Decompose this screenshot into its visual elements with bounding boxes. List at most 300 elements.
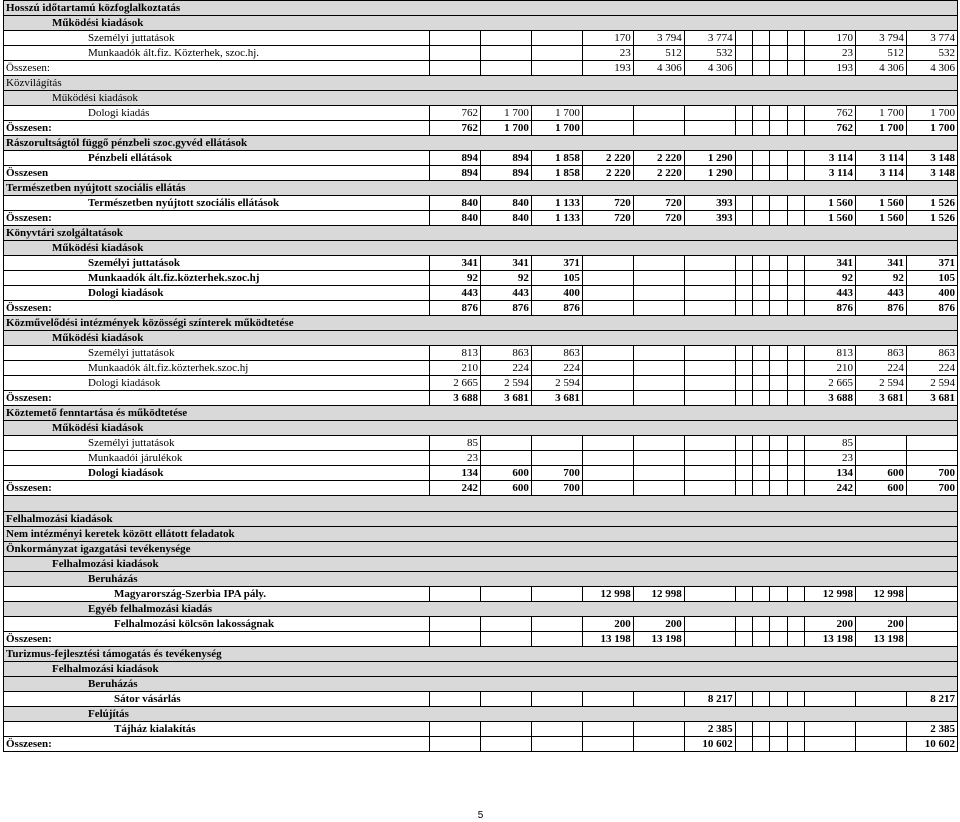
value-cell [855, 692, 906, 707]
value-cell: 532 [684, 46, 735, 61]
table-row [4, 557, 958, 572]
value-cell [753, 31, 770, 46]
value-cell: 12 998 [805, 587, 856, 602]
value-cell: 1 700 [531, 106, 582, 121]
row-label: Egyéb felhalmozási kiadás [4, 602, 958, 617]
value-cell: 720 [582, 196, 633, 211]
value-cell [531, 617, 582, 632]
value-cell [735, 166, 752, 181]
value-cell [735, 451, 752, 466]
row-label: Személyi juttatások [4, 31, 430, 46]
value-cell [633, 391, 684, 406]
value-cell [430, 692, 481, 707]
value-cell: 13 198 [633, 632, 684, 647]
value-cell [753, 166, 770, 181]
value-cell [753, 256, 770, 271]
value-cell [906, 436, 957, 451]
value-cell: 600 [855, 481, 906, 496]
value-cell [480, 617, 531, 632]
value-cell: 762 [430, 121, 481, 136]
value-cell [735, 31, 752, 46]
row-label: Felhalmozási kiadások [4, 662, 958, 677]
row-label: Beruházás [4, 572, 958, 587]
value-cell: 443 [430, 286, 481, 301]
value-cell: 762 [805, 106, 856, 121]
value-cell [684, 301, 735, 316]
value-cell: 600 [855, 466, 906, 481]
value-cell: 1 700 [906, 121, 957, 136]
value-cell [531, 46, 582, 61]
value-cell [430, 737, 481, 752]
value-cell [582, 466, 633, 481]
value-cell [787, 46, 804, 61]
value-cell [735, 737, 752, 752]
value-cell [684, 271, 735, 286]
value-cell [633, 376, 684, 391]
value-cell: 341 [480, 256, 531, 271]
value-cell: 400 [531, 286, 582, 301]
section-title-row [4, 647, 958, 662]
total-row [4, 121, 958, 136]
value-cell [480, 737, 531, 752]
value-cell [753, 151, 770, 166]
value-cell [753, 481, 770, 496]
value-cell [582, 391, 633, 406]
value-cell [633, 121, 684, 136]
total-row [4, 61, 958, 76]
value-cell: 224 [906, 361, 957, 376]
value-cell [582, 376, 633, 391]
value-cell: 876 [805, 301, 856, 316]
value-cell: 23 [430, 451, 481, 466]
value-cell [753, 286, 770, 301]
row-label: Felújítás [4, 707, 958, 722]
value-cell [753, 46, 770, 61]
table-row [4, 31, 958, 46]
value-cell: 3 114 [855, 166, 906, 181]
table-row [4, 617, 958, 632]
value-cell: 8 217 [906, 692, 957, 707]
value-cell: 894 [430, 166, 481, 181]
value-cell [735, 61, 752, 76]
value-cell [753, 722, 770, 737]
row-label: Turizmus-fejlesztési támogatás és tevékenység [4, 647, 958, 662]
section-title-row [4, 226, 958, 241]
value-cell [531, 61, 582, 76]
value-cell [480, 61, 531, 76]
value-cell [735, 692, 752, 707]
value-cell [531, 436, 582, 451]
value-cell: 3 681 [531, 391, 582, 406]
value-cell: 3 681 [906, 391, 957, 406]
value-cell [735, 301, 752, 316]
row-label: Rászorultságtól függő pénzbeli szoc.gyvéd ellátások [4, 136, 958, 151]
value-cell [684, 391, 735, 406]
value-cell [770, 692, 787, 707]
value-cell: 8 217 [684, 692, 735, 707]
row-label: Összesen: [4, 301, 430, 316]
value-cell [735, 466, 752, 481]
value-cell [684, 121, 735, 136]
row-label: Természetben nyújtott szociális ellátások [4, 196, 430, 211]
value-cell [787, 466, 804, 481]
value-cell [684, 346, 735, 361]
value-cell: 242 [430, 481, 481, 496]
section-title-row [4, 136, 958, 151]
value-cell: 2 594 [855, 376, 906, 391]
value-cell [770, 46, 787, 61]
value-cell: 3 794 [855, 31, 906, 46]
value-cell: 1 560 [805, 196, 856, 211]
value-cell [582, 301, 633, 316]
value-cell [735, 391, 752, 406]
value-cell [430, 722, 481, 737]
value-cell [684, 436, 735, 451]
value-cell [787, 361, 804, 376]
value-cell: 894 [430, 151, 481, 166]
value-cell [684, 361, 735, 376]
value-cell [753, 451, 770, 466]
table-row [4, 587, 958, 602]
value-cell [770, 391, 787, 406]
row-label: Köztemető fenntartása és működtetése [4, 406, 958, 421]
value-cell: 371 [531, 256, 582, 271]
value-cell [753, 692, 770, 707]
value-cell [735, 196, 752, 211]
value-cell: 1 700 [531, 121, 582, 136]
value-cell [633, 271, 684, 286]
value-cell: 1 700 [480, 106, 531, 121]
value-cell [753, 436, 770, 451]
table-row [4, 376, 958, 391]
value-cell [770, 737, 787, 752]
row-label: Személyi juttatások [4, 256, 430, 271]
value-cell: 2 665 [430, 376, 481, 391]
value-cell [906, 451, 957, 466]
value-cell [480, 587, 531, 602]
value-cell [480, 31, 531, 46]
value-cell [735, 632, 752, 647]
value-cell: 3 148 [906, 166, 957, 181]
value-cell: 3 774 [684, 31, 735, 46]
table-row [4, 151, 958, 166]
table-row [4, 361, 958, 376]
value-cell [753, 271, 770, 286]
value-cell [684, 106, 735, 121]
value-cell [753, 737, 770, 752]
value-cell [735, 722, 752, 737]
value-cell: 2 220 [633, 166, 684, 181]
table-row [4, 692, 958, 707]
value-cell [735, 361, 752, 376]
value-cell [787, 61, 804, 76]
value-cell [582, 451, 633, 466]
spacer-row [4, 496, 958, 512]
row-label: Felhalmozási kiadások [4, 512, 958, 527]
table-row [4, 196, 958, 211]
value-cell [787, 151, 804, 166]
value-cell [480, 632, 531, 647]
value-cell [684, 617, 735, 632]
value-cell [531, 722, 582, 737]
value-cell [770, 121, 787, 136]
value-cell [770, 61, 787, 76]
value-cell [430, 587, 481, 602]
row-label: Összesen: [4, 737, 430, 752]
row-label: Működési kiadások [4, 16, 958, 31]
table-row [4, 16, 958, 31]
row-label: Önkormányzat igazgatási tevékenysége [4, 542, 958, 557]
value-cell [855, 737, 906, 752]
value-cell: 3 114 [805, 166, 856, 181]
section-title-row [4, 316, 958, 331]
value-cell [753, 106, 770, 121]
section-title-row [4, 512, 958, 527]
value-cell: 762 [430, 106, 481, 121]
value-cell: 170 [582, 31, 633, 46]
value-cell [633, 361, 684, 376]
value-cell: 224 [531, 361, 582, 376]
table-row [4, 46, 958, 61]
value-cell [480, 436, 531, 451]
value-cell [787, 106, 804, 121]
value-cell: 876 [906, 301, 957, 316]
value-cell [770, 361, 787, 376]
value-cell: 1 290 [684, 166, 735, 181]
row-label: Személyi juttatások [4, 346, 430, 361]
value-cell: 1 526 [906, 196, 957, 211]
value-cell [906, 617, 957, 632]
value-cell [684, 256, 735, 271]
value-cell: 4 306 [906, 61, 957, 76]
table-body [4, 1, 958, 752]
table-row [4, 436, 958, 451]
value-cell: 1 700 [855, 106, 906, 121]
value-cell [633, 466, 684, 481]
value-cell [582, 271, 633, 286]
value-cell [787, 196, 804, 211]
value-cell: 512 [633, 46, 684, 61]
value-cell: 2 665 [805, 376, 856, 391]
value-cell [582, 722, 633, 737]
value-cell: 2 594 [480, 376, 531, 391]
total-row [4, 211, 958, 226]
value-cell: 1 526 [906, 211, 957, 226]
value-cell: 3 681 [480, 391, 531, 406]
value-cell [582, 106, 633, 121]
value-cell: 512 [855, 46, 906, 61]
row-label: Természetben nyújtott szociális ellátás [4, 181, 958, 196]
row-label: Működési kiadások [4, 421, 958, 436]
row-label: Munkaadók ált.fiz.közterhek.szoc.hj [4, 271, 430, 286]
value-cell [430, 31, 481, 46]
value-cell [787, 391, 804, 406]
row-label: Beruházás [4, 677, 958, 692]
value-cell [735, 271, 752, 286]
value-cell [787, 121, 804, 136]
value-cell [430, 632, 481, 647]
table-row [4, 451, 958, 466]
value-cell [531, 451, 582, 466]
value-cell: 200 [582, 617, 633, 632]
value-cell [770, 286, 787, 301]
value-cell [906, 587, 957, 602]
row-label: Munkaadók ált.fiz.közterhek.szoc.hj [4, 361, 430, 376]
value-cell [770, 106, 787, 121]
value-cell [787, 692, 804, 707]
value-cell [684, 481, 735, 496]
value-cell [633, 286, 684, 301]
value-cell [480, 722, 531, 737]
value-cell: 840 [480, 211, 531, 226]
value-cell [770, 481, 787, 496]
value-cell [770, 376, 787, 391]
value-cell [787, 271, 804, 286]
value-cell [855, 436, 906, 451]
value-cell: 200 [855, 617, 906, 632]
table-row [4, 346, 958, 361]
row-label: Közvilágítás [4, 76, 958, 91]
value-cell: 2 385 [684, 722, 735, 737]
value-cell: 3 774 [906, 31, 957, 46]
value-cell [531, 737, 582, 752]
value-cell [735, 346, 752, 361]
value-cell [753, 391, 770, 406]
value-cell [735, 587, 752, 602]
table-row [4, 241, 958, 256]
value-cell [531, 31, 582, 46]
value-cell [770, 166, 787, 181]
value-cell: 105 [906, 271, 957, 286]
value-cell: 700 [531, 466, 582, 481]
value-cell: 200 [805, 617, 856, 632]
row-label: Összesen: [4, 632, 430, 647]
value-cell: 10 602 [906, 737, 957, 752]
table-row [4, 707, 958, 722]
value-cell [753, 361, 770, 376]
value-cell: 720 [633, 211, 684, 226]
value-cell [787, 211, 804, 226]
value-cell [582, 256, 633, 271]
value-cell [770, 617, 787, 632]
value-cell: 863 [855, 346, 906, 361]
value-cell [633, 737, 684, 752]
value-cell: 224 [855, 361, 906, 376]
value-cell: 840 [480, 196, 531, 211]
row-label: Munkaadói járulékok [4, 451, 430, 466]
value-cell [787, 376, 804, 391]
value-cell: 3 688 [805, 391, 856, 406]
value-cell: 371 [906, 256, 957, 271]
value-cell: 10 602 [684, 737, 735, 752]
value-cell: 720 [582, 211, 633, 226]
value-cell: 443 [855, 286, 906, 301]
value-cell: 876 [531, 301, 582, 316]
value-cell: 876 [430, 301, 481, 316]
value-cell: 532 [906, 46, 957, 61]
value-cell: 443 [480, 286, 531, 301]
value-cell: 12 998 [582, 587, 633, 602]
table-row [4, 286, 958, 301]
value-cell: 12 998 [855, 587, 906, 602]
value-cell [787, 436, 804, 451]
value-cell [684, 632, 735, 647]
value-cell [735, 617, 752, 632]
value-cell: 92 [805, 271, 856, 286]
value-cell [684, 451, 735, 466]
value-cell: 3 114 [805, 151, 856, 166]
value-cell [787, 256, 804, 271]
value-cell: 23 [805, 46, 856, 61]
value-cell: 2 594 [906, 376, 957, 391]
value-cell: 13 198 [805, 632, 856, 647]
row-label: Összesen: [4, 61, 430, 76]
value-cell: 2 594 [531, 376, 582, 391]
row-label: Dologi kiadások [4, 286, 430, 301]
value-cell: 13 198 [855, 632, 906, 647]
value-cell: 600 [480, 466, 531, 481]
value-cell: 1 133 [531, 196, 582, 211]
table-row [4, 256, 958, 271]
value-cell: 393 [684, 211, 735, 226]
value-cell [855, 722, 906, 737]
value-cell: 1 133 [531, 211, 582, 226]
value-cell: 894 [480, 151, 531, 166]
value-cell: 1 290 [684, 151, 735, 166]
value-cell [735, 436, 752, 451]
row-label: Dologi kiadások [4, 376, 430, 391]
value-cell: 4 306 [633, 61, 684, 76]
table-row [4, 331, 958, 346]
total-row [4, 391, 958, 406]
row-label [4, 496, 958, 512]
value-cell [753, 196, 770, 211]
value-cell: 193 [805, 61, 856, 76]
row-label: Pénzbeli ellátások [4, 151, 430, 166]
value-cell [770, 346, 787, 361]
table-row [4, 722, 958, 737]
value-cell: 4 306 [855, 61, 906, 76]
value-cell: 23 [805, 451, 856, 466]
row-label: Munkaadók ált.fiz. Közterhek, szoc.hj. [4, 46, 430, 61]
value-cell [633, 436, 684, 451]
value-cell [735, 286, 752, 301]
value-cell: 1 858 [531, 166, 582, 181]
value-cell: 863 [906, 346, 957, 361]
value-cell [480, 692, 531, 707]
value-cell [633, 106, 684, 121]
value-cell: 1 560 [855, 196, 906, 211]
value-cell: 23 [582, 46, 633, 61]
value-cell: 813 [805, 346, 856, 361]
value-cell [906, 632, 957, 647]
row-label: Hosszú időtartamú közfoglalkoztatás [4, 1, 958, 16]
row-label: Működési kiadások [4, 91, 958, 106]
row-label: Magyarország-Szerbia IPA pály. [4, 587, 430, 602]
table-row [4, 421, 958, 436]
section-title-row [4, 181, 958, 196]
value-cell: 210 [430, 361, 481, 376]
spreadsheet-page [3, 0, 958, 821]
value-cell [684, 376, 735, 391]
value-cell [855, 451, 906, 466]
value-cell: 700 [906, 466, 957, 481]
value-cell: 3 681 [855, 391, 906, 406]
value-cell [753, 346, 770, 361]
section-title-row [4, 406, 958, 421]
value-cell: 105 [531, 271, 582, 286]
row-label: Dologi kiadások [4, 466, 430, 481]
